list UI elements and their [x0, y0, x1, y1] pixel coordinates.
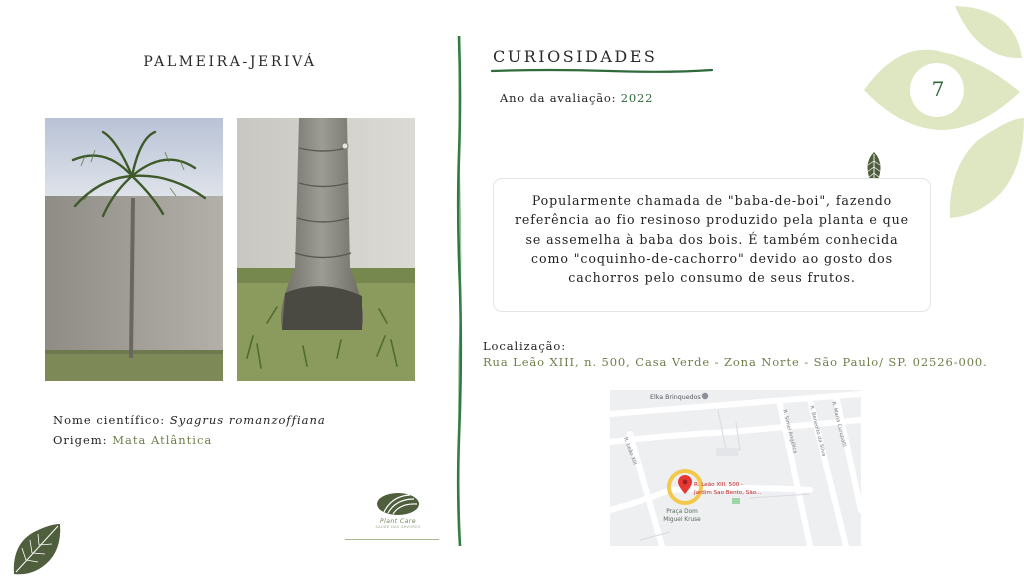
map-pin-label-2: Jardim Sao Bento, São...	[694, 490, 762, 496]
title-underline	[490, 67, 714, 75]
palm-full-photo	[45, 118, 223, 381]
logo-name: Plant Care	[379, 518, 417, 525]
scientific-name-value: Syagrus romanzoffiana	[169, 413, 326, 427]
location-address: Rua Leão XIII, n. 500, Casa Verde - Zona Norte - São Paulo/ SP. 02526-000.	[483, 355, 988, 369]
scientific-name-line	[53, 413, 326, 427]
page-number: 7	[931, 77, 945, 101]
evaluation-year-line	[500, 91, 653, 105]
map-park-label-2: Miguel Kruse	[663, 517, 701, 523]
logo-tagline: SAÚDE DAS ÁRVORES	[375, 525, 421, 529]
palm-trunk-photo	[237, 118, 415, 381]
origin-label: Origem:	[53, 433, 108, 447]
description-text: Popularmente chamada de "baba-de-boi", fazendo referência ao fio resinoso produzido pela planta e que se assemelha à baba dos bois. É também conhecida como "coquinho-de-cachorro" devido ao gosto dos cachorros pelo consumo de seus frutos.	[515, 193, 909, 286]
map-poi-icon	[702, 393, 708, 399]
map-street-3: R. Benedito da Silva	[808, 405, 827, 458]
corner-leaf-icon	[10, 522, 62, 576]
origin-line	[53, 433, 212, 447]
plant-care-logo	[362, 492, 434, 542]
column-divider	[454, 36, 466, 546]
origin-value: Mata Atlântica	[112, 433, 213, 447]
section-title: CURIOSIDADES	[493, 47, 658, 66]
map-street-1: R. Leão XIII	[622, 436, 638, 466]
logo-underline	[345, 539, 439, 540]
plant-title: PALMEIRA-JERIVÁ	[143, 54, 317, 70]
evaluation-label: Ano da avaliação:	[500, 91, 617, 105]
map-street-2: R. Simei Angélica	[781, 409, 798, 455]
scientific-name-label: Nome científico:	[53, 413, 166, 427]
map-poi-label: Elka Brinquedos	[650, 394, 701, 401]
leaf-logo-icon	[376, 492, 420, 518]
evaluation-year: 2022	[620, 91, 654, 105]
map-street-4: R. Maria Curupaiti	[830, 401, 848, 448]
location-map[interactable]	[610, 390, 861, 546]
map-pin-label-1: R. Leão XIII, 500 -	[694, 482, 744, 488]
map-park-label-1: Praça Dom	[666, 509, 698, 515]
decorative-leaves	[860, 0, 1024, 226]
location-label: Localização:	[483, 339, 567, 353]
